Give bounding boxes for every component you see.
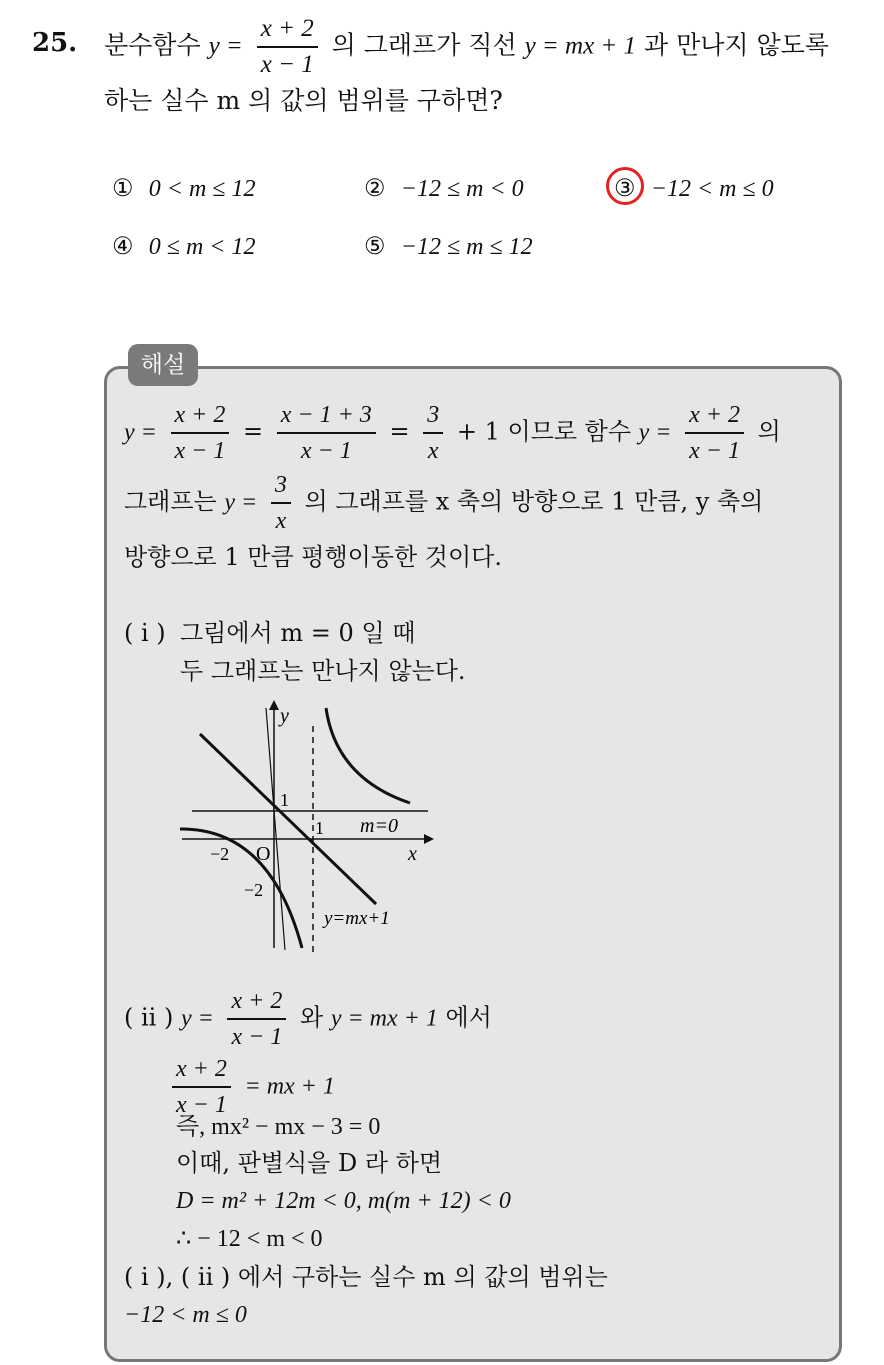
y-axis-arrow xyxy=(269,700,279,710)
x-one-label: 1 xyxy=(315,818,324,838)
s1-f2-den: x − 1 xyxy=(300,438,352,464)
s1-ui: 의 xyxy=(757,417,781,446)
solution-label: 해설 xyxy=(128,344,198,386)
line-therefore: ∴ − 12 < m < 0 xyxy=(176,1226,323,1252)
choice-5-text: −12 ≤ m ≤ 12 xyxy=(400,234,533,260)
case2-num: x + 2 xyxy=(227,984,286,1020)
case1-line-1: 그림에서 m = 0 일 때 xyxy=(180,619,416,647)
question-text-post: 과 만나지 않도록 xyxy=(644,30,829,60)
m-zero-label: m=0 xyxy=(360,815,398,837)
choice-1[interactable] xyxy=(112,174,255,203)
s1-frac-2 xyxy=(277,398,376,468)
s1-frac-4 xyxy=(685,398,744,468)
y-axis-label: y xyxy=(280,705,289,727)
func-num: x + 2 xyxy=(257,12,318,48)
s1-f4-num: x + 2 xyxy=(685,398,744,434)
s1-eq2: = xyxy=(389,417,410,446)
choice-4-text: 0 ≤ m < 12 xyxy=(148,234,256,260)
func-fraction xyxy=(257,12,318,82)
choice-4-mark: ④ xyxy=(112,232,134,260)
s2-post: 의 그래프를 x 축의 방향으로 1 만큼, y 축의 xyxy=(304,487,764,516)
case2-line-eq: y = mx + 1 xyxy=(330,1005,438,1032)
s2-pre: 그래프는 xyxy=(124,487,217,516)
case2-line xyxy=(124,984,492,1054)
x-neg2-label: −2 xyxy=(210,844,230,864)
question-text-pre: 분수함수 xyxy=(104,30,201,60)
line-conclusion-2: −12 < m ≤ 0 xyxy=(124,1302,247,1328)
question-text-mid: 의 그래프가 직선 xyxy=(331,30,517,60)
s1-frac-3 xyxy=(423,398,443,468)
func-lhs: y = xyxy=(208,32,243,60)
question-line-2: 하는 실수 m 의 값의 범위를 구하면? xyxy=(104,86,503,115)
choice-5-mark: ⑤ xyxy=(364,232,386,260)
line-discriminant: D = m² + 12m < 0, m(m + 12) < 0 xyxy=(176,1188,511,1214)
choice-3-text: −12 < m ≤ 0 xyxy=(650,176,774,202)
s1-f1-num: x + 2 xyxy=(171,398,230,434)
case1-label: ( i ) xyxy=(124,619,166,647)
eq-den: x − 1 xyxy=(176,1092,227,1118)
s1-y: y = xyxy=(124,419,157,446)
line-discriminant-intro: 이때, 판별식을 D 라 하면 xyxy=(176,1149,443,1177)
case2-label: ( ii ) xyxy=(124,1003,174,1032)
line-conclusion-1: ( i ), ( ii ) 에서 구하는 실수 m 의 값의 범위는 xyxy=(124,1263,608,1291)
question-line-1 xyxy=(104,12,829,82)
line-label: y=mx+1 xyxy=(324,908,390,929)
s1-f3-num: 3 xyxy=(423,398,443,434)
line-y-mx-plus-1 xyxy=(200,734,376,904)
origin-label: O xyxy=(256,843,271,865)
solution-line-2 xyxy=(124,468,763,538)
s1-y2: y = xyxy=(638,419,672,446)
s2-y: y = xyxy=(224,489,258,516)
graph xyxy=(170,698,440,960)
s2-frac xyxy=(271,468,291,538)
steep-line xyxy=(266,708,285,950)
eq-rhs: = mx + 1 xyxy=(244,1073,335,1100)
question-number: 25. xyxy=(32,28,78,58)
line-quadratic: 즉, mx² − mx − 3 = 0 xyxy=(176,1114,381,1140)
y-one-label: 1 xyxy=(280,790,289,810)
s2-den: x xyxy=(275,508,287,534)
x-axis-arrow xyxy=(424,834,434,844)
eq-num: x + 2 xyxy=(172,1052,231,1088)
choice-3[interactable] xyxy=(614,174,774,203)
case2-post: 에서 xyxy=(445,1003,492,1032)
s1-f2-num: x − 1 + 3 xyxy=(277,398,376,434)
choice-2[interactable] xyxy=(364,174,524,203)
y-neg2-label: −2 xyxy=(244,880,264,900)
choice-2-text: −12 ≤ m < 0 xyxy=(400,176,524,202)
case2-mid: 와 xyxy=(299,1003,324,1032)
case2-den: x − 1 xyxy=(231,1024,283,1050)
case1-line-2: 두 그래프는 만나지 않는다. xyxy=(180,657,466,685)
line-equation: y = mx + 1 xyxy=(524,32,637,60)
s1-f1-den: x − 1 xyxy=(174,438,226,464)
choice-2-mark: ② xyxy=(364,174,386,202)
solution-line-1 xyxy=(124,398,781,468)
s1-plus: + 1 이므로 함수 xyxy=(456,417,632,446)
s2-num: 3 xyxy=(271,468,291,504)
hyperbola-right-branch xyxy=(326,708,410,803)
s1-f3-den: x xyxy=(427,438,439,464)
choice-4[interactable] xyxy=(112,232,255,261)
func-den: x − 1 xyxy=(260,51,314,78)
x-axis-label: x xyxy=(408,843,417,865)
s1-eq1: = xyxy=(243,417,264,446)
choice-1-mark: ① xyxy=(112,174,134,202)
case2-frac xyxy=(227,984,286,1054)
solution-line-3: 방향으로 1 만큼 평행이동한 것이다. xyxy=(124,543,502,571)
s1-frac-1 xyxy=(171,398,230,468)
case2-y: y = xyxy=(180,1005,214,1032)
s1-f4-den: x − 1 xyxy=(689,438,741,464)
choice-5[interactable] xyxy=(364,232,533,261)
choice-1-text: 0 < m ≤ 12 xyxy=(148,176,256,202)
choice-3-mark: ③ xyxy=(614,174,636,202)
